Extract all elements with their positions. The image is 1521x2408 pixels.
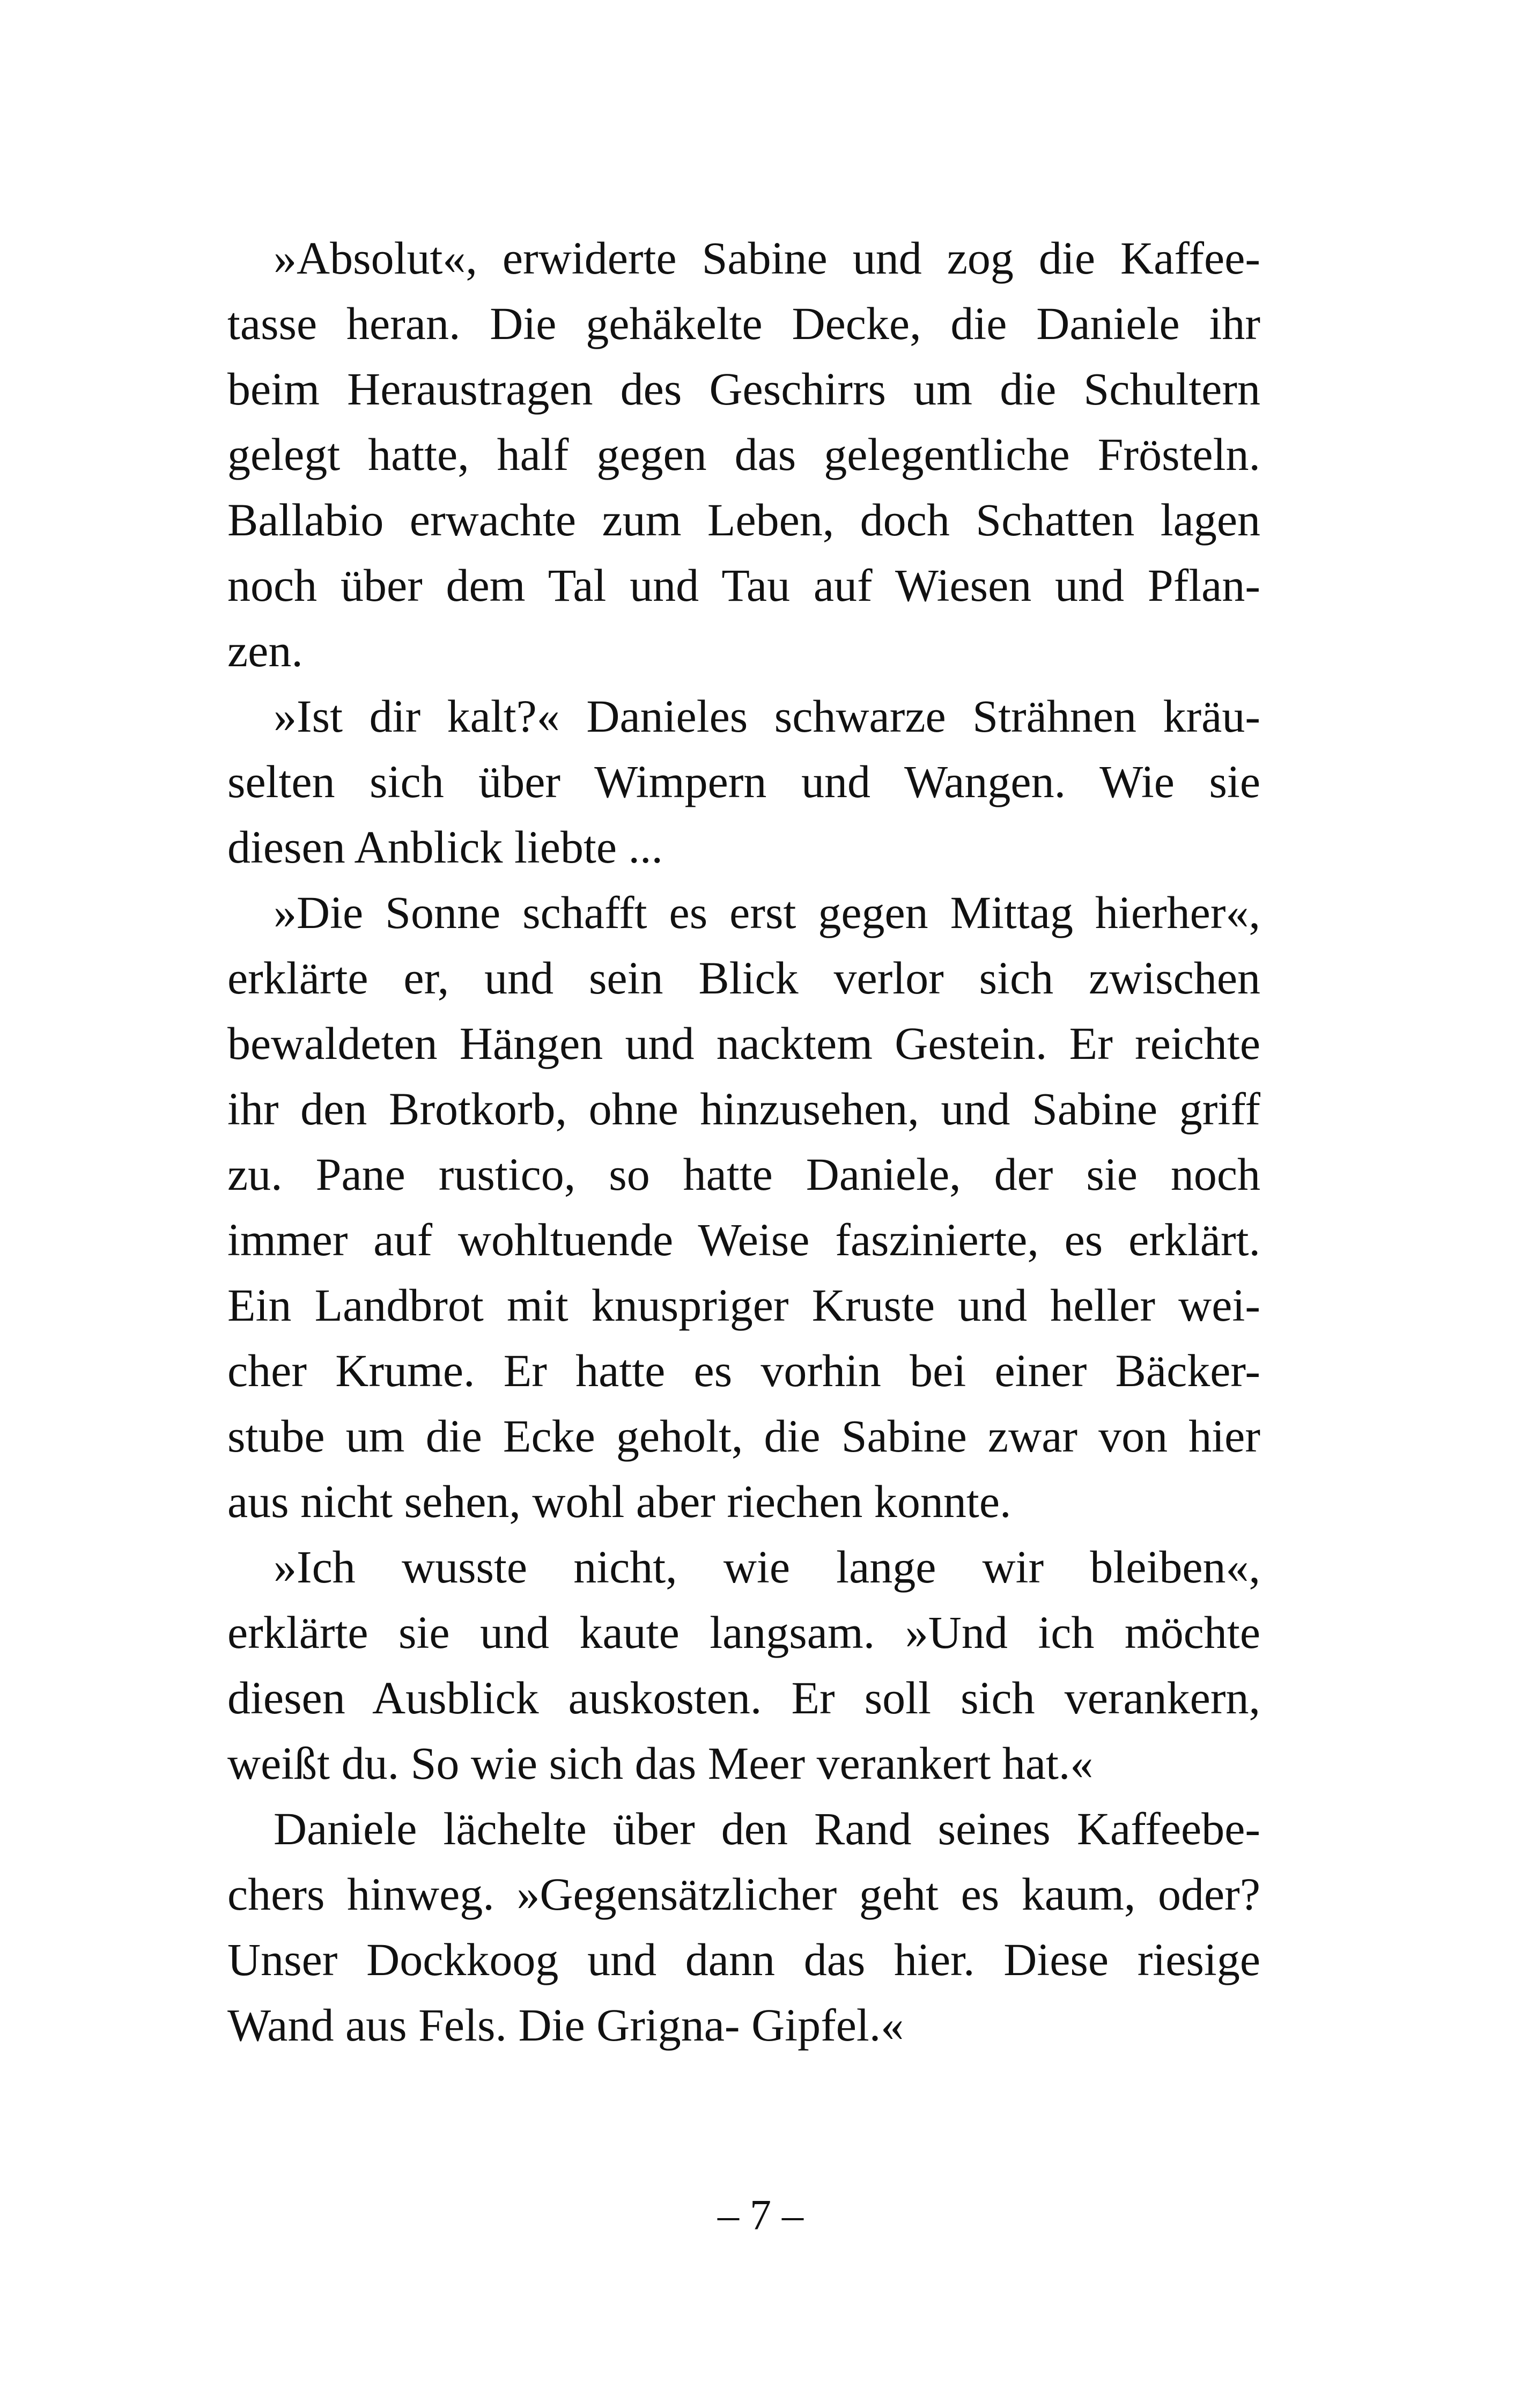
text-line: Ballabio erwachte zum Leben, doch Schatten lagen <box>227 494 1260 546</box>
text-line: erklärte sie und kaute langsam. »Und ich möchte <box>227 1607 1260 1658</box>
text-line: noch über dem Tal und Tau auf Wiesen und Pflan- <box>227 559 1260 611</box>
text-line: zu. Pane rustico, so hatte Daniele, der sie noch <box>227 1148 1260 1200</box>
text-line: zen. <box>227 625 303 676</box>
text-line: beim Heraustragen des Geschirrs um die Schultern <box>227 363 1260 415</box>
text-line: stube um die Ecke geholt, die Sabine zwar von hier <box>227 1410 1260 1462</box>
text-line: aus nicht sehen, wohl aber riechen konnte. <box>227 1476 1011 1527</box>
text-line: Ein Landbrot mit knuspriger Kruste und heller wei- <box>227 1279 1260 1331</box>
text-line: Daniele lächelte über den Rand seines Kaffeebe- <box>274 1803 1260 1854</box>
body-text <box>227 225 1260 2058</box>
text-line: »Ist dir kalt?« Danieles schwarze Strähnen kräu- <box>274 690 1260 742</box>
page-number: – 7 – <box>718 2192 803 2239</box>
text-line: immer auf wohltuende Weise faszinierte, es erklärt. <box>227 1214 1260 1265</box>
text-line: bewaldeten Hängen und nacktem Gestein. Er reichte <box>227 1018 1260 1069</box>
text-line: Unser Dockkoog und dann das hier. Diese riesige <box>227 1934 1260 1985</box>
text-line: selten sich über Wimpern und Wangen. Wie sie <box>227 756 1260 807</box>
text-line: cher Krume. Er hatte es vorhin bei einer Bäcker- <box>227 1345 1260 1396</box>
text-line: tasse heran. Die gehäkelte Decke, die Daniele ihr <box>227 298 1260 349</box>
text-line: gelegt hatte, half gegen das gelegentliche Frösteln. <box>227 429 1260 480</box>
text-line: erklärte er, und sein Blick verlor sich zwischen <box>227 952 1260 1004</box>
text-line: diesen Anblick liebte ... <box>227 821 663 873</box>
text-line: »Ich wusste nicht, wie lange wir bleiben«, <box>274 1541 1260 1593</box>
text-line: diesen Ausblick auskosten. Er soll sich verankern, <box>227 1672 1260 1724</box>
text-line: »Absolut«, erwiderte Sabine und zog die Kaffee- <box>274 232 1260 284</box>
text-line: chers hinweg. »Gegensätzlicher geht es kaum, oder? <box>227 1868 1260 1920</box>
text-line: weißt du. So wie sich das Meer verankert hat.« <box>227 1737 1094 1789</box>
text-line: ihr den Brotkorb, ohne hinzusehen, und Sabine griff <box>227 1083 1260 1135</box>
text-line: »Die Sonne schafft es erst gegen Mittag hierher«, <box>274 887 1260 938</box>
text-line: Wand aus Fels. Die Grigna- Gipfel.« <box>227 1999 904 2051</box>
